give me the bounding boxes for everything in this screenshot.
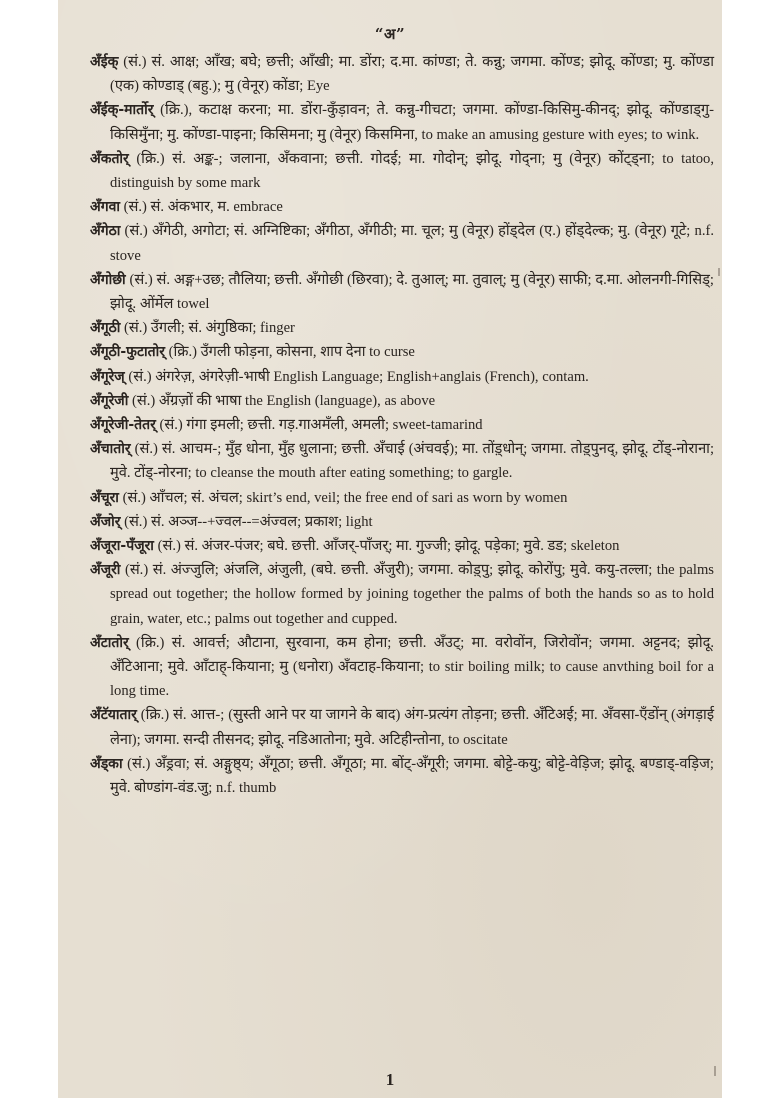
definition: (क्रि.) सं. आवर्त्त; औटाना, सुरवाना, कम होना; छत्ती. अँउट्; मा. वरोवोंन, जिरोवोंन; जगमा. अट्टनद; झोदू. अँटिआना; मुवे. आँटाह्-कियाना; मु (धनोरा) अँवटाह-कियाना; to stir boiling milk; to cause anvthing boil for a long time. <box>110 634 714 700</box>
dictionary-entry <box>90 219 714 267</box>
dictionary-entry <box>90 558 714 631</box>
definition: (सं.) सं. अञ्ज--+ज्वल--=अंज्वल; प्रकाश; light <box>120 513 373 530</box>
definition: (क्रि.) उँगली फोड़ना, कोसना, शाप देना to curse <box>164 344 415 361</box>
headword: अँगूरेज् <box>90 368 125 385</box>
headword: अँड्का <box>90 755 123 772</box>
headword: अँगूठी-फुटातोर् <box>90 344 165 361</box>
definition: (सं.) सं. अङ्ग+उछ; तौलिया; छत्ती. अँगोछी (छिरवा); दे. तुआल्; मा. तुवाल्; मु (वेनूर) साफी; द.मा. ओलनगी-गिसिड्; झोदू. ओंर्मेल towel <box>110 271 714 313</box>
dictionary-entry <box>90 389 714 413</box>
definition: (सं.) सं. अंजर-पंजर; बघे. छत्ती. आँजर्-पाँजर्; मा. गुज्जी; झोदू. पड़ेका; मुवे. डड; skeleton <box>153 538 620 555</box>
dictionary-entry <box>90 50 714 98</box>
definition: (सं.) सं. अंकभार, म. embrace <box>120 199 283 216</box>
definition: (सं.) सं. आक्ष; आँख; बघे; छत्ती; आँखी; मा. डोंरा; द.मा. कांण्डा; ते. कन्नु; जगमा. कोंण्ड; झोदू. कोंण्डा; मु. कोंण्डा (एक) कोण्डाड् (बहु.); मु (वेनूर) कोंडा; Eye <box>110 54 714 95</box>
headword: अँईक् <box>90 54 119 70</box>
definition: (सं.) गंगा इमली; छत्ती. गड़.गाअमँली, अमली; sweet-tamarind <box>155 417 483 434</box>
print-speck <box>718 268 720 276</box>
dictionary-entry <box>90 486 714 510</box>
print-speck <box>714 1066 716 1076</box>
headword: अँचातोर् <box>90 441 131 458</box>
headword: अँगूरेजी <box>90 392 129 409</box>
definition: (सं.) सं. आचम-; मुँह धोना, मुँह धुलाना; छत्ती. अँचाई (अंचवई); मा. तोंड़्धोन्; जगमा. तोड़्पुनद्, झोदू. टोंड्-नोराना; मुवे. टोंड्-नोरना; to cleanse the mouth after eating something; to gargle. <box>110 441 714 482</box>
running-head: “अ” <box>374 25 406 43</box>
dictionary-entry <box>90 268 714 316</box>
dictionary-entry <box>90 365 714 389</box>
definition: (सं.) आँचल; सं. अंचल; skirt’s end, veil; the free end of sari as worn by women <box>118 489 568 506</box>
dictionary-entry <box>90 340 714 364</box>
dictionary-entry <box>90 534 714 558</box>
headword: अँजूरी <box>90 562 121 579</box>
definition: (सं.) अँग्रज़ों की भाषा the English (language), as above <box>128 392 436 409</box>
entry-list <box>90 50 714 800</box>
headword: अँटातोर् <box>90 634 129 651</box>
headword: अँचूरा <box>90 489 119 506</box>
headword: अँटॅयातार् <box>90 707 137 724</box>
headword: अँगोछी <box>90 271 126 288</box>
headword: अँगवा <box>90 199 120 216</box>
definition: (सं.) सं. अंज्जुलि; अंजलि, अंजुली, (बघे. छत्ती. अँजुरी); जगमा. कोड़्पु; झोदू. कोरोंपु; मुवे. कयु-तल्ला; the palms spread out together; the hollow formed by joining together the palms of both the hands so as to hold grain, water, etc.; palms out together and cupped. <box>110 562 714 627</box>
dictionary-entry <box>90 437 714 485</box>
dictionary-entry <box>90 631 714 704</box>
headword: अँकतोर् <box>90 150 129 167</box>
page-number: 1 <box>385 1070 395 1089</box>
dictionary-entry <box>90 752 714 800</box>
headword: अँजूरा-पँजूरा <box>90 538 154 555</box>
definition: (क्रि.) सं. अङ्क-; जलाना, अँकवाना; छत्ती. गोदई; मा. गोदोन्; झोदू. गोद्ना; मु (वेनूर) कोंट्ड्ना; to tatoo, distinguish by some mark <box>110 150 714 192</box>
definition: (क्रि.), कटाक्ष करना; मा. डोंरा-कुँड़ावन; ते. कन्नु-गीचटा; जगमा. कोंण्डा-किसिमु-कीनद्; झोदू. कोंण्डाड्गु-किसिमुँना; मु. कोंण्डा-पाइना; किसिमना; मु (वेनूर) किसमिना, to make an amusing gesture with eyes; to wink. <box>110 102 714 143</box>
dictionary-entry <box>90 510 714 534</box>
dictionary-page <box>58 0 722 1098</box>
dictionary-entry <box>90 316 714 340</box>
headword: अँईक्-मार्तोर् <box>90 102 154 119</box>
headword: अँगूठी <box>90 320 121 337</box>
headword: अँगेठा <box>90 223 121 240</box>
definition: (सं.) अंगरेज़, अंगरेज़ी-भाषी English Language; English+anglais (French), contam. <box>124 368 589 385</box>
dictionary-entry <box>90 703 714 751</box>
dictionary-entry <box>90 413 714 437</box>
headword: अँगूरेजी-तेतर् <box>90 417 156 434</box>
dictionary-entry <box>90 195 714 219</box>
dictionary-entry <box>90 147 714 195</box>
headword: अँजोर् <box>90 513 121 530</box>
definition: (सं.) उँगली; सं. अंगुष्ठिका; finger <box>120 320 295 337</box>
definition: (सं.) अँगेठी, अगोटा; सं. अग्निष्टिका; अँगीठा, अँगीठी; मा. चूल; मु (वेनूर) होंड्देल (ए.) होंड्देल्क; मु. (वेनूर) गूटे; n.f. stove <box>110 223 714 264</box>
definition: (सं.) अँड्रवा; सं. अङ्गुष्ठ्य; अँगूठा; छत्ती. अँगूठा; मा. बोंट्-अँगूरी; जगमा. बोट्टे-कयु; बोट्टे-वेड़िज; झोदू. बण्डाड्-वड़िज; मुवे. बोण्डांग-वंड.जु; n.f. thumb <box>110 755 714 797</box>
definition: (क्रि.) सं. आत्त-; (सुस्ती आने पर या जागने के बाद) अंग-प्रत्यंग तोड़ना; छत्ती. अँटिअई; मा. अँवसा-एँडोंन् (अंगड़ाई लेना); जगमा. सन्दी तीसनद; झोदू. नडिआतोना; मुवे. अटिहीन्तोना, to oscitate <box>110 707 714 748</box>
dictionary-entry <box>90 98 714 146</box>
